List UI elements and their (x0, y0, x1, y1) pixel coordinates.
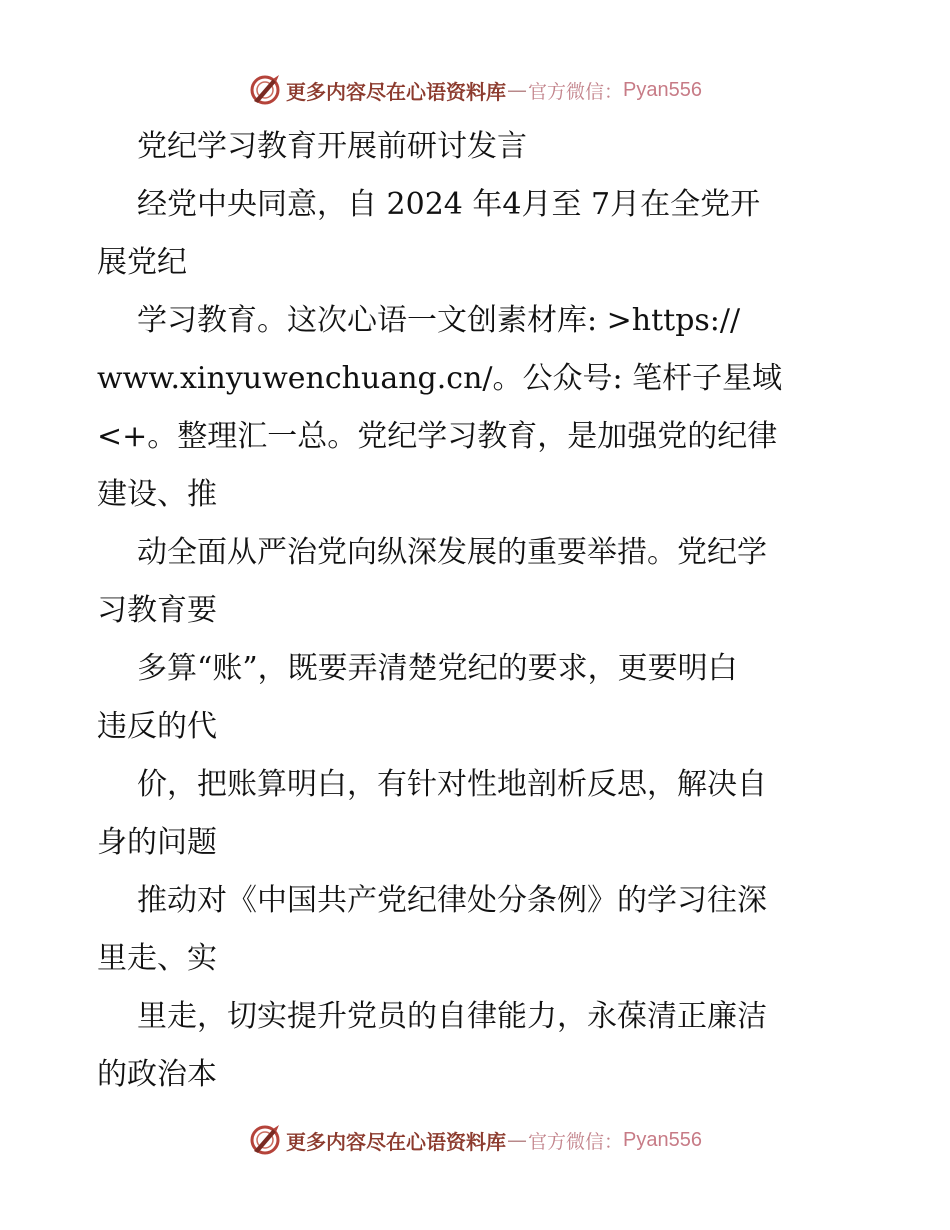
text-line: 推动对《中国共产党纪律处分条例》的学习往深 (137, 883, 767, 918)
text-line: 里走，切实提升党员的自律能力，永葆清正廉洁 (137, 999, 767, 1034)
watermark-wechat-id: Pyan556 (623, 1128, 702, 1151)
watermark-wechat-label: 官方微信： (528, 1130, 624, 1153)
document-body (97, 118, 857, 1104)
text-line: www.xinyuwenchuang.cn/。公众号: 笔杆子星域 (97, 361, 783, 396)
document-title: 党纪学习教育开展前研讨发言 (137, 129, 527, 164)
text-line: 展党纪 (97, 245, 187, 280)
text-line: 的政治本 (97, 1057, 217, 1092)
watermark-wechat-label: 官方微信： (528, 80, 624, 103)
text-line: 经党中央同意，自 2024 年4月至 7月在全党开 (137, 187, 761, 222)
footer-watermark (0, 1120, 950, 1160)
text-line: 里走、实 (97, 941, 217, 976)
text-line: 动全面从严治党向纵深发展的重要举措。党纪学 (137, 535, 767, 570)
text-line: 学习教育。这次心语一文创素材库: >https:// (137, 303, 741, 338)
text-line: 价，把账算明白，有针对性地剖析反思，解决自 (137, 767, 767, 802)
text-line: 建设、推 (97, 477, 217, 512)
header-watermark (0, 70, 950, 110)
text-line: 身的问题 (97, 825, 217, 860)
quill-pen-seal-icon (248, 1123, 282, 1157)
watermark-dash: — (507, 1128, 527, 1152)
watermark-text: 更多内容尽在心语资料库 (286, 79, 506, 104)
text-line: <+。整理汇一总。党纪学习教育，是加强党的纪律 (97, 419, 778, 454)
watermark-wechat-id: Pyan556 (623, 78, 702, 101)
quill-pen-seal-icon (248, 73, 282, 107)
text-line: 习教育要 (97, 593, 217, 628)
watermark-dash: — (507, 78, 527, 102)
text-line: 违反的代 (97, 709, 217, 744)
text-line: 多算“账”，既要弄清楚党纪的要求，更要明白 (137, 651, 738, 686)
watermark-text: 更多内容尽在心语资料库 (286, 1129, 506, 1154)
